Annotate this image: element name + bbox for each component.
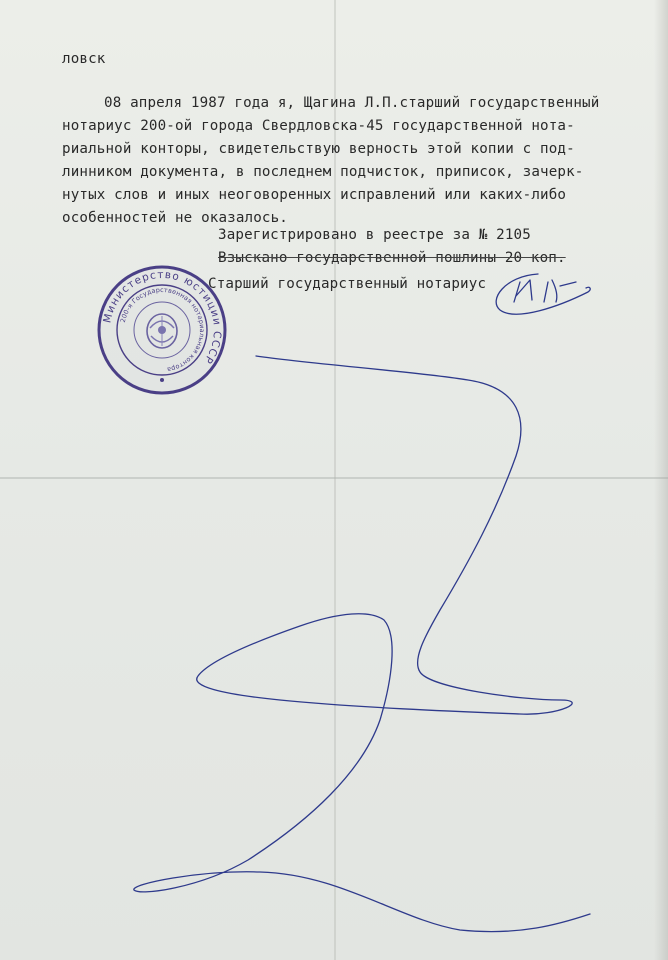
- body-line-6: особенностей не оказалось.: [62, 210, 288, 226]
- stamp-outer-text: Министерство юстиции СССР: [101, 268, 224, 367]
- body-line-5: нутых слов и иных неоговоренных исправлений или каких-либо: [62, 187, 567, 203]
- header-fragment: ловск: [62, 51, 106, 67]
- notary-stamp: [96, 264, 228, 396]
- state-fee: Взыскано государственной пошлины 20 коп.: [218, 250, 566, 266]
- pen-flourish: [134, 356, 590, 932]
- body-line-2: нотариус 200-ой города Свердловска-45 государственной нота-: [62, 118, 575, 134]
- body-line-1: 08 апреля 1987 года я, Щагина Л.П.старший государственный: [104, 95, 600, 111]
- notary-title: Старший государственный нотариус: [208, 276, 487, 292]
- paper-edge-shadow: [654, 0, 668, 960]
- registry-number: Зарегистрировано в реестре за № 2105: [218, 227, 531, 243]
- body-line-3: риальной конторы, свидетельствую верность этой копии с под-: [62, 141, 575, 157]
- stamp-inner-text: 200-я Государственная нотариальная контора: [118, 285, 207, 374]
- signature-initials: [496, 274, 590, 314]
- body-line-4: линником документа, в последнем подчисток, приписок, зачерк-: [62, 164, 584, 180]
